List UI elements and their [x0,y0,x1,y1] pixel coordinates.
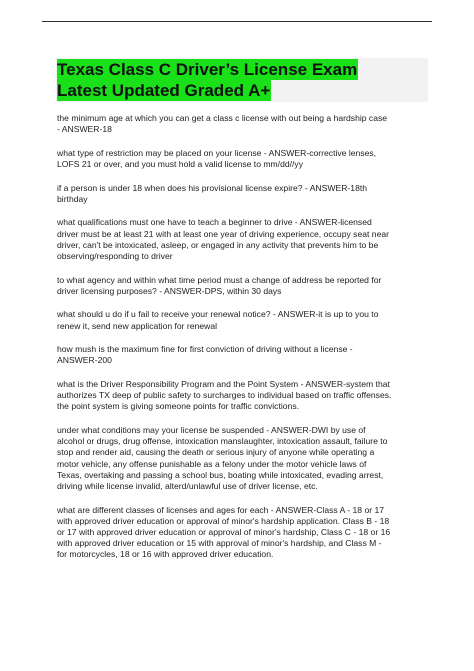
document-title-line-2: Latest Updated Graded A+ [57,81,271,100]
qa-item-1 [57,113,429,135]
qa-line: with approved driver education or 15 with approval of minor's hardship, and Class M - [57,538,382,549]
qa-line: or 17 with approved driver education or approval of minor's hardship, Class C - 18 or 16 [57,527,391,537]
qa-line: driving while license invalid, alterd/unlawful use of driver license, etc. [57,481,318,491]
qa-line: driver, can't be intoxicated, asleep, or engaged in any activity that prevents him to be [57,239,379,250]
qa-line: renew it, send new application for renewal [57,320,218,331]
qa-line: driver licensing purposes? - ANSWER-DPS, within 30 days [57,285,282,296]
qa-item-8 [57,379,429,413]
qa-item-6 [57,309,429,331]
qa-line: what qualifications must one have to teach a beginner to drive - ANSWER-licensed [57,217,372,228]
qa-line: authorizes TX deep of public safety to surcharges to individual based on traffic offenses. [57,390,392,401]
qa-line: for motorcycles, 18 or 16 with approved driver education. [57,549,274,560]
qa-item-2 [57,148,429,170]
qa-line: the point system is giving someone points for traffic convictions. [57,401,300,412]
qa-line: to what agency and within what time period must a change of address be reported for [57,274,382,285]
qa-line: with approved driver education or approval of minor's hardship application. Class B - 18 [57,515,390,526]
qa-line: what are different classes of licenses and ages for each - ANSWER-Class A - 18 or 17 [57,504,385,515]
qa-line: birthday [57,193,88,204]
qa-line: - ANSWER-18 [57,124,112,135]
qa-line: alcohol or drugs, drug offense, intoxication manslaughter, intoxication assault, failure to [57,436,388,447]
qa-line: motor vehicle, any offense punishable as a felony under the motor vehicle laws of [57,458,367,469]
qa-item-9 [57,425,429,492]
qa-item-4 [57,217,429,262]
qa-line: what type of restriction may be placed on your license - ANSWER-corrective lenses, [57,147,377,158]
qa-item-5 [57,275,429,297]
qa-list [57,113,429,573]
header-rule [42,21,432,22]
qa-item-3 [57,183,429,205]
qa-line: Texas, overtaking and passing a school bus, boating while intoxicated, evading arrest, [57,469,384,480]
qa-line: under what conditions may your license be suspended - ANSWER-DWI by use of [57,424,366,435]
qa-line: what should u do if u fail to receive your renewal notice? - ANSWER-it is up to you to [57,309,379,320]
qa-line: what is the Driver Responsibility Program and the Point System - ANSWER-system that [57,378,390,389]
qa-item-7 [57,344,429,366]
qa-line: the minimum age at which you can get a class c license with out being a hardship case [57,113,388,123]
qa-line: how mush is the maximum fine for first conviction of driving without a license - [57,344,353,355]
qa-item-10 [57,505,429,561]
qa-line: LOFS 21 or over, and you must hold a valid license to mm/dd//yy [57,159,303,169]
qa-line: ANSWER-200 [57,355,112,366]
qa-line: observing/responding to driver [57,251,173,261]
qa-line: if a person is under 18 when does his provisional license expire? - ANSWER-18th [57,182,368,193]
qa-line: stop and render aid, causing the death or serious injury of anyone while operating a [57,447,375,458]
document-title-line-1: Texas Class C Driver’s License Exam [57,60,358,79]
qa-line: driver must be at least 21 with at least one year of driving experience, occupy seat near [57,228,389,239]
